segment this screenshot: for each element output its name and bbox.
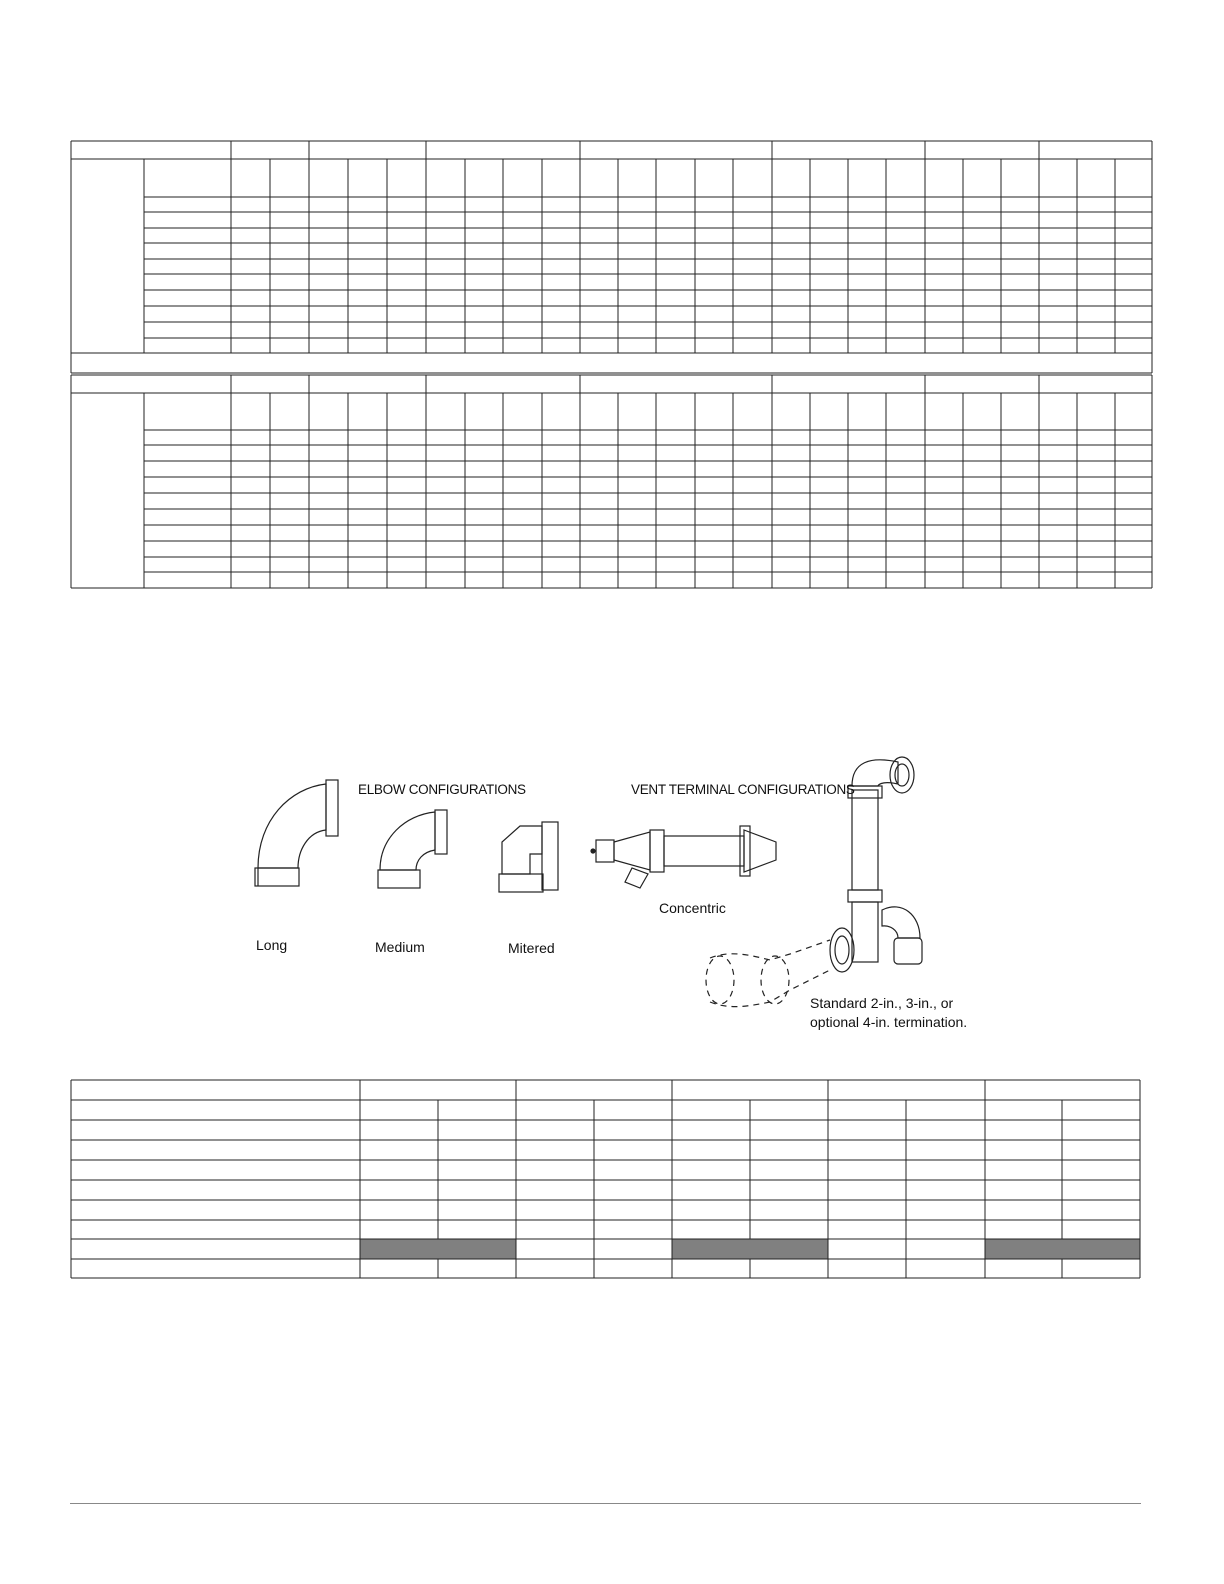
shaded-cell xyxy=(985,1239,1140,1259)
shaded-cell xyxy=(360,1239,516,1259)
medium-elbow-label: Medium xyxy=(375,939,425,955)
termination-label-line2: optional 4-in. termination. xyxy=(810,1014,968,1030)
medium-elbow-icon xyxy=(378,810,447,888)
concentric-label: Concentric xyxy=(659,900,726,916)
shaded-cell xyxy=(672,1239,828,1259)
elbow-configurations-heading: ELBOW CONFIGURATIONS xyxy=(358,782,526,797)
concentric-vent-icon xyxy=(591,826,776,888)
vent-terminal-configurations-heading: VENT TERMINAL CONFIGURATIONS xyxy=(631,782,855,797)
configuration-figure xyxy=(230,740,1000,1060)
configuration-drawings xyxy=(230,740,1000,1060)
termination-label-line1: Standard 2-in., 3-in., or xyxy=(810,995,954,1011)
mitered-elbow-label: Mitered xyxy=(508,940,555,956)
mitered-elbow-icon xyxy=(499,822,558,892)
footer-rule xyxy=(70,1503,1141,1504)
long-elbow-icon xyxy=(255,780,338,886)
long-elbow-label: Long xyxy=(256,937,288,953)
vent-length-table xyxy=(0,0,1224,600)
